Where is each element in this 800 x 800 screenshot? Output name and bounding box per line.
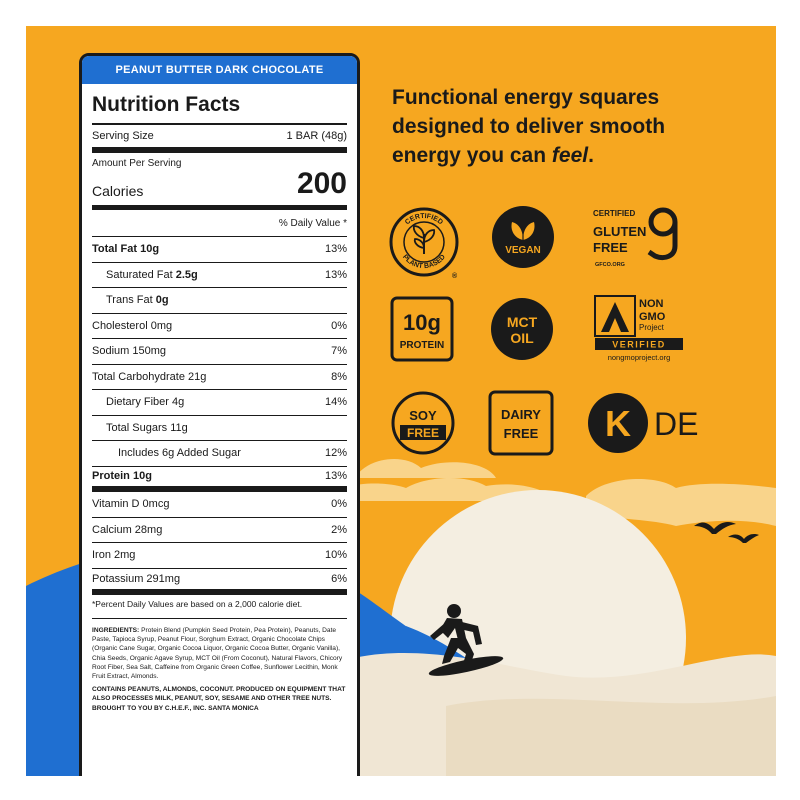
nutrient-row-trans-fat [92,288,347,314]
vegan-badge [490,204,556,270]
nutrient-name: Protein [92,470,130,483]
nutrient-dv: 0% [331,498,347,511]
nutrient-row-total-fat [92,237,347,263]
vegan-label: VEGAN [505,245,541,256]
plant-badge-top: CERTIFIED [404,212,444,227]
nutrient-amount: 150mg [132,345,166,358]
ingredients-list [92,619,347,681]
product-panel [26,26,776,776]
mct-oil-badge [489,296,555,362]
gluten-badge-line2: FREE [593,240,628,255]
nutrient-name: Total Fat [92,243,138,256]
kosher-suffix: DE [654,406,699,442]
leaf-plant-icon [414,226,434,254]
nutrient-row-protein [92,467,347,493]
nutrient-row-potassium [92,569,347,595]
mct-line2: OIL [510,330,534,346]
svg-text:CERTIFIED [404,213,444,226]
nutrient-amount: 0mg [150,319,173,332]
nutrient-amount: 10g [140,243,160,256]
flavor-banner: PEANUT BUTTER DARK CHOCOLATE [82,56,357,84]
headline [392,83,762,170]
ingredients-text: Protein Blend (Pumpkin Seed Protein, Pea Protein), Peanuts, Date Paste, Tapioca Syrup, Peanut Flour, Sorghum Extract, Organic Chocolate Chips (Organic Cane Sugar, Organic Cocoa Liquor, Organic Cocoa Butter, Organic Vanilla), Chia Seeds, Organic Agave Syrup, MCT Oil (From Coconut), Natural Flavors, Chicory Root Fiber, Sea Salt, Caffeine from Organic Green Coffee, Sunflower Lecithin, Monk Fruit Extract, Almonds. [92,627,343,681]
nutrient-name: Dietary Fiber [106,396,169,409]
serving-size-row [92,125,347,153]
nutrient-name: Calcium [92,523,132,536]
nutrient-name: Vitamin D [92,498,140,511]
dairy-free-badge [488,390,554,456]
nutrient-row-cholesterol [92,314,347,340]
nutrient-dv: 2% [331,523,347,536]
nutrient-amount: 2mg [114,549,136,562]
nutrient-name: Potassium [92,572,144,585]
nutrient-amount: 11g [170,421,188,434]
non-gmo-badge [591,292,687,364]
daily-value-footnote: *Percent Daily Values are based on a 2,000 calorie diet. [92,594,347,619]
calories-value: 200 [296,167,347,200]
sand-shape [446,696,776,776]
nutrient-dv: 10% [324,549,347,562]
nutrient-dv: 14% [324,396,347,409]
kosher-badge [586,390,706,456]
daily-value-header: % Daily Value * [92,210,347,237]
gluten-badge-certified: CERTIFIED [593,209,636,218]
nutrient-row-total-carbohydrate [92,365,347,391]
registered-mark: ® [452,273,458,280]
nutrition-title: Nutrition Facts [92,84,347,125]
plant-based-badge [386,204,462,280]
nutrient-row-added-sugar [92,441,347,467]
gluten-badge-url: GFCO.ORG [595,262,625,268]
headline-line-3-end: . [588,144,594,167]
soy-free-line2: FREE [406,426,440,440]
gluten-free-badge [591,204,683,272]
headline-line-1: Functional energy squares [392,86,660,109]
nutrient-name: Trans Fat [106,294,153,307]
nutrient-name: Saturated Fat [106,268,173,281]
protein-value: 10g [403,310,441,335]
nutrient-row-total-sugars [92,416,347,442]
protein-label: PROTEIN [399,340,445,351]
nutrient-amount: 2.5g [175,268,198,281]
nutrient-dv: 7% [331,345,347,358]
headline-line-3 [392,141,762,170]
nutrient-name: Iron [92,549,111,562]
butterfly-icon [595,296,635,336]
soy-free-badge [390,390,456,456]
dairy-free-line2: FREE [503,426,539,441]
nutrient-row-dietary-fiber [92,390,347,416]
amount-per-serving: Amount Per Serving [92,158,182,169]
nutrient-name: Total Carbohydrate [92,370,185,383]
nutrient-amount: 0mcg [142,498,170,511]
headline-line-2: designed to deliver smooth [392,115,666,138]
nutrient-dv: 8% [331,370,347,383]
plant-badge-bottom: PLANT BASED [401,253,447,271]
kosher-k-icon [588,393,648,453]
mct-line1: MCT [506,314,538,330]
nutrient-row-vitamin-d [92,492,347,518]
nutrient-dv: 12% [324,447,347,460]
nutrient-dv: 6% [331,572,347,585]
gfco-g-icon [649,210,675,258]
non-gmo-line2: GMO [639,311,666,323]
nutrient-name: Sodium [92,345,130,358]
protein-badge [390,296,454,362]
gluten-badge-line1: GLUTEN [593,224,647,239]
soy-free-line1: SOY [409,408,437,423]
kosher-letter: K [605,403,631,444]
nutrient-amount: 28mg [134,523,163,536]
nutrient-dv: 13% [324,268,347,281]
allergen-statement: CONTAINS PEANUTS, ALMONDS, COCONUT. PRODUCED ON EQUIPMENT THAT ALSO PROCESSES MILK, PEANUT, SOY, SESAME AND OTHER TREE NUTS. BROUGHT TO YOU BY C.H.E.F., INC. SANTA MONICA [92,686,346,712]
headline-line-3-start: energy you can [392,144,552,167]
calories-row [92,169,347,210]
nutrient-amount: 10g [132,470,152,483]
serving-size-value: 1 BAR (48g) [286,130,347,142]
nutrient-amount: 291mg [146,572,181,585]
nutrition-facts-label [79,53,360,776]
calories-label: Calories [92,183,144,199]
serving-size-label: Serving Size [92,130,154,142]
nutrient-name: Cholesterol [92,319,148,332]
nutrient-name: Includes 6g Added Sugar [118,447,241,460]
nutrient-row-saturated-fat [92,263,347,289]
ingredients-label: INGREDIENTS: [92,627,140,634]
nutrient-amount: 21g [188,370,207,383]
non-gmo-verified: VERIFIED [612,339,666,350]
nutrient-row-calcium [92,518,347,544]
nutrient-dv: 13% [324,243,347,256]
nutrient-row-iron [92,543,347,569]
nutrient-dv: 0% [331,319,347,332]
non-gmo-url: nongmoproject.org [607,353,671,362]
nutrient-row-sodium [92,339,347,365]
headline-emphasis: feel [551,144,589,167]
nutrient-amount: 0g [155,294,169,307]
nutrient-name: Total Sugars [106,421,168,434]
nutrient-dv: 13% [324,470,347,483]
dairy-free-line1: DAIRY [501,407,541,422]
nutrient-amount: 4g [172,396,185,409]
non-gmo-line3: Project [639,323,664,332]
non-gmo-line1: NON [639,298,664,310]
